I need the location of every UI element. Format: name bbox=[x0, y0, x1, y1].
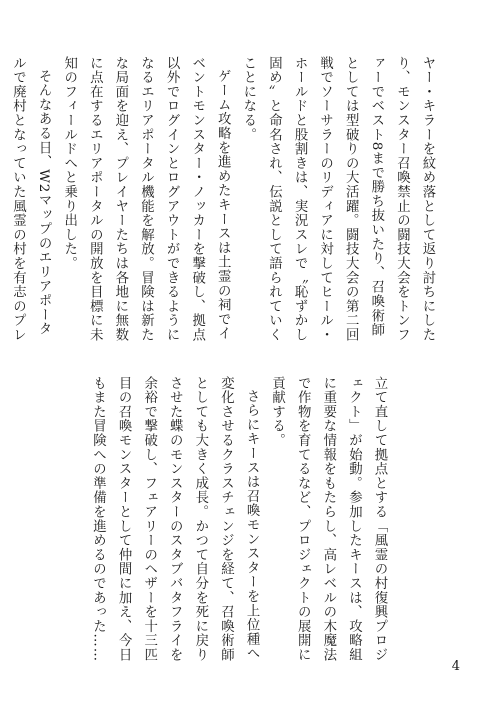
paragraph: 立て直して拠点とする「風霊の村復興プロジェクト」が始動。参加したキースは、攻略組に重要な情報をもたらし、高レベルの木魔法で作物を育てるなど、プロジェクトの展開に貢献する。 bbox=[269, 376, 387, 662]
page-number: 4 bbox=[451, 659, 460, 674]
bottom-text-block bbox=[86, 376, 392, 664]
paragraph: ヤー・キラーを紋め落として返り討ちにしたり、モンスター召喚禁止の闘技大会をトンファーでベスト8まで勝ち抜いたり、召喚術師としては型破りの大活躍。闘技大会の第二回戦でソーサラーのリディアに対してヒール・ホールドと股割きは、実況スレで〝恥ずかし固め〟と命名され、伝説として語られていくことになる。 bbox=[240, 56, 435, 342]
top-text-block bbox=[10, 56, 440, 344]
paragraph: そんなある日、W2マップのエリアポータルで廃村となっていた風霊の村を有志のプレ bbox=[10, 56, 52, 342]
paragraph: さらにキースは召喚モンスターを上位種へ変化させるクラスチェンジを経て、召喚術師としても大きく成長。かつて自分を死に戻りさせた蝶のモンスターのスタブバタフライを余裕で撃破し、フェアリーのヘザーを十三匹目の召喚モンスターとして仲間に加え、今日もまた冒険への準備を進めるのであった…… bbox=[90, 376, 260, 662]
paragraph: ゲーム攻略を進めたキースは土霊の祠でイベントモンスター・ノッカーを撃破し、拠点以外でログインとログアウトができるようになるエリアポータル機能を解放。冒険は新たな局面を迎え、プレイヤーたちは各地に無数に点在するエリアポータルの開放を目標に未知のフィールドへと乗り出した。 bbox=[61, 56, 231, 342]
